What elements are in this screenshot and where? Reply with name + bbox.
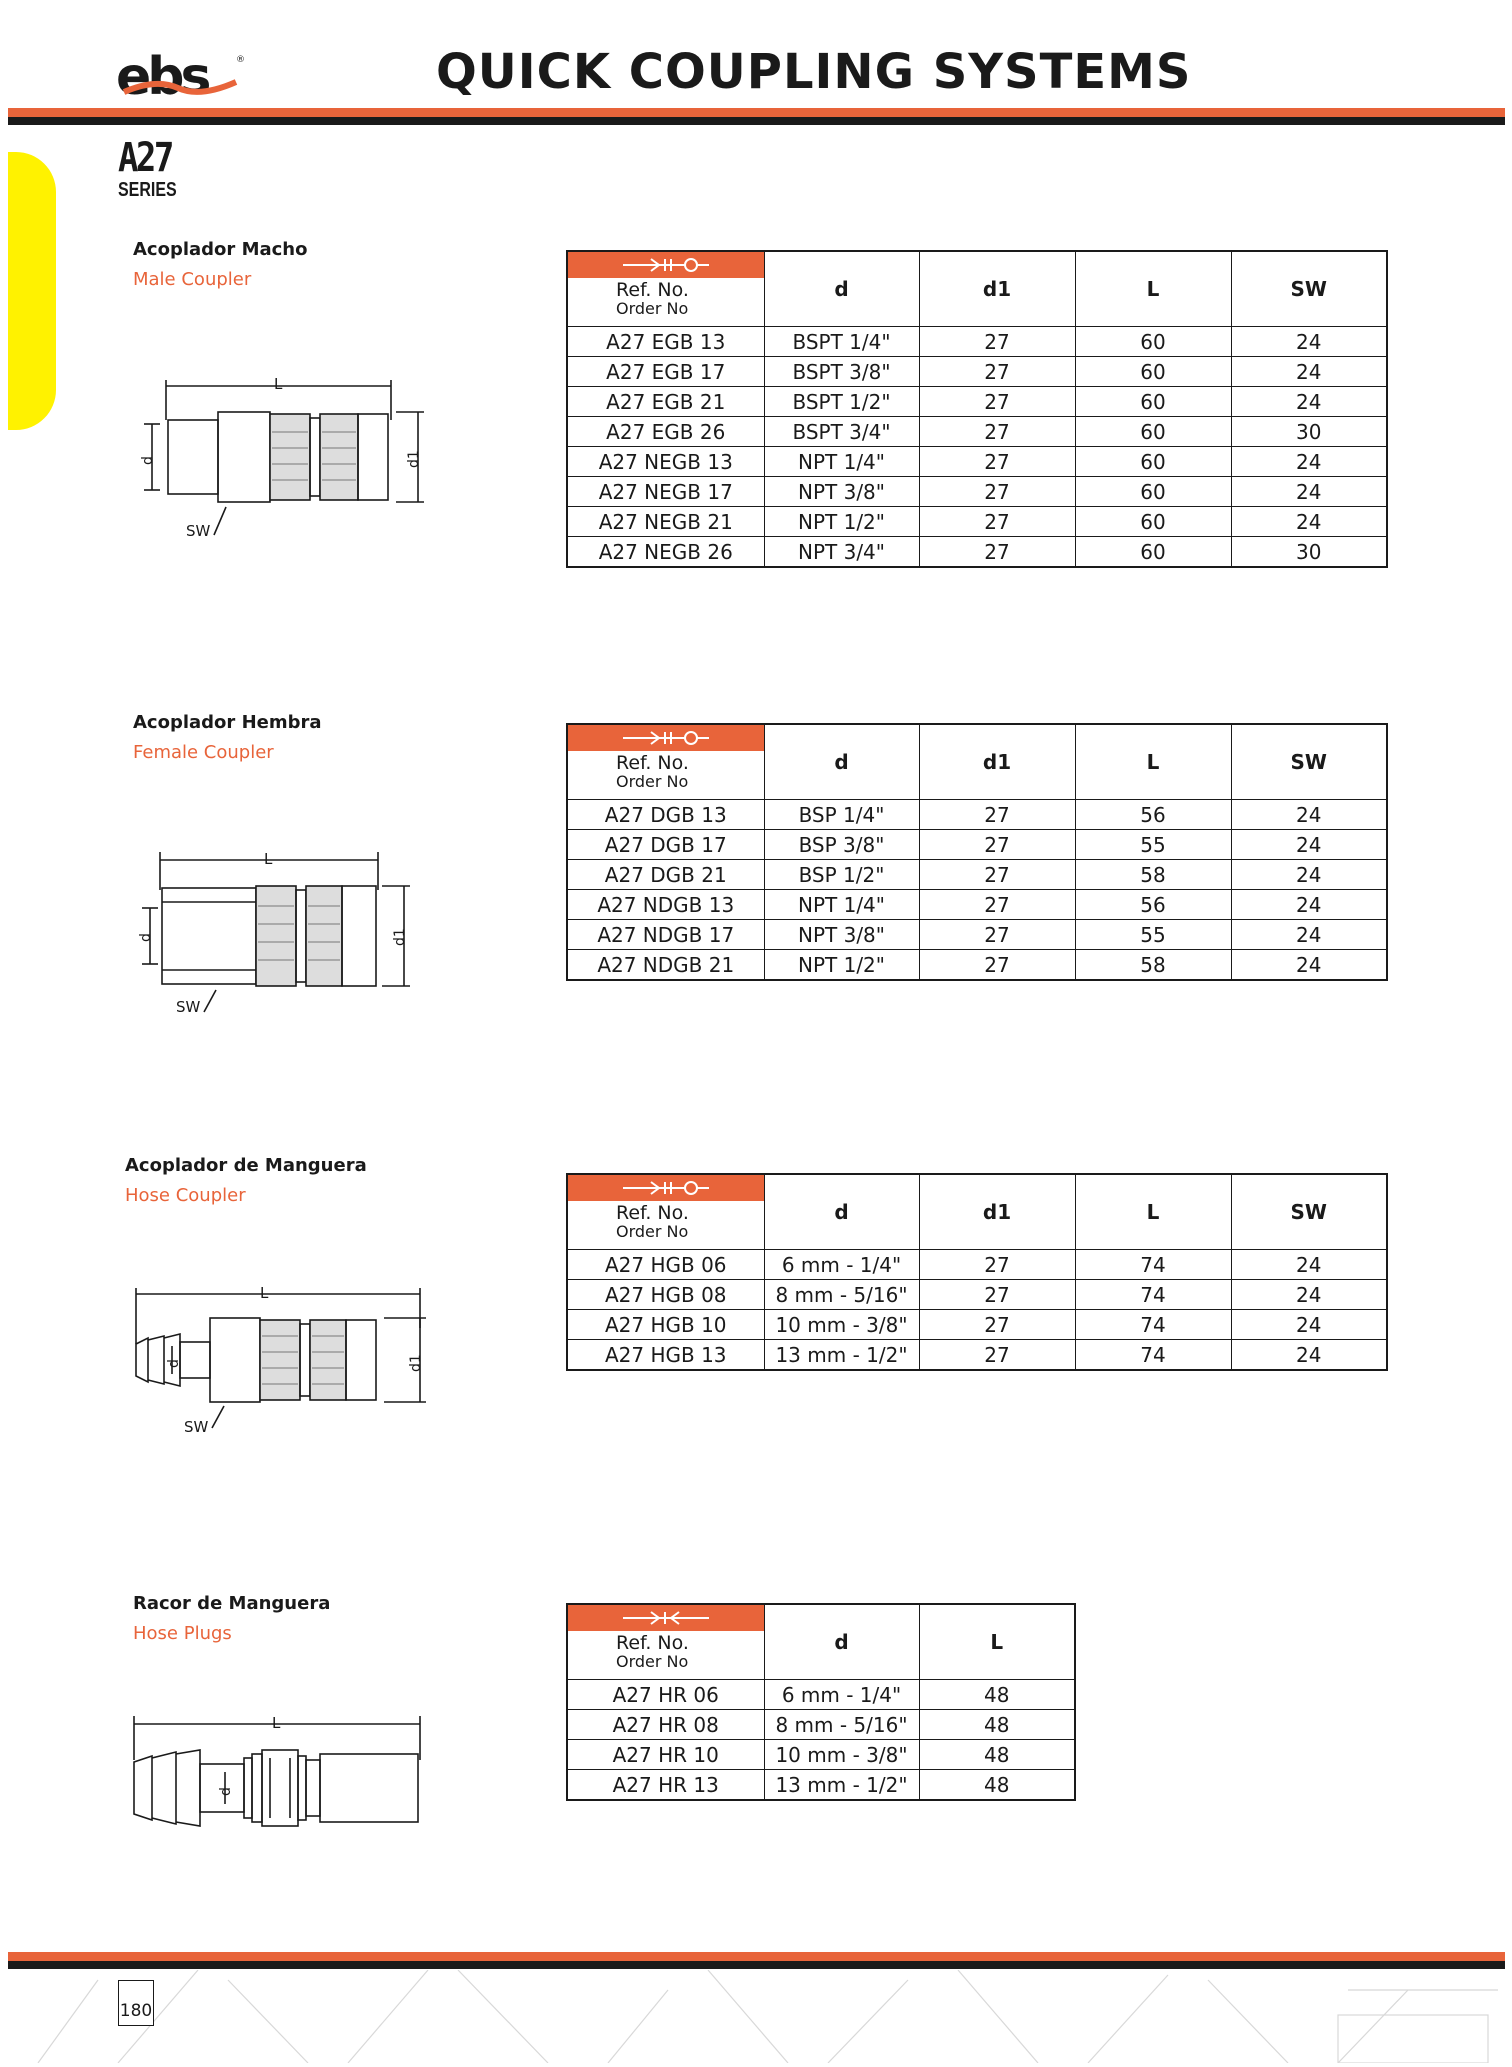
- table-row: [567, 1340, 1387, 1371]
- value-cell: NPT 1/4": [764, 447, 919, 477]
- svg-text:SW: SW: [176, 998, 201, 1016]
- value-cell: 27: [919, 830, 1075, 860]
- coupling-symbol-icon: [568, 1175, 764, 1201]
- table-row: [567, 417, 1387, 447]
- table-row: [567, 537, 1387, 568]
- coupling-symbol-icon: [568, 1605, 764, 1631]
- ref-no-cell: A27 DGB 21: [567, 860, 764, 890]
- value-cell: 60: [1075, 447, 1231, 477]
- value-cell: 74: [1075, 1340, 1231, 1371]
- column-header: d1: [919, 724, 1075, 800]
- ref-header: Ref. No. Order No: [567, 724, 764, 800]
- column-header: d: [764, 1604, 919, 1680]
- value-cell: 27: [919, 1310, 1075, 1340]
- ref-no-cell: A27 EGB 17: [567, 357, 764, 387]
- female-coupler-drawing: [138, 842, 428, 1016]
- value-cell: 60: [1075, 417, 1231, 447]
- table-body: [567, 1250, 1387, 1371]
- column-header: L: [1075, 1174, 1231, 1250]
- value-cell: 24: [1231, 830, 1387, 860]
- section-subtitle-hose-plugs: Hose Plugs: [133, 1623, 232, 1644]
- value-cell: 27: [919, 477, 1075, 507]
- ref-no-cell: A27 HGB 06: [567, 1250, 764, 1280]
- value-cell: 27: [919, 1280, 1075, 1310]
- value-cell: 58: [1075, 950, 1231, 981]
- value-cell: 27: [919, 417, 1075, 447]
- ebs-logo: [116, 48, 246, 108]
- ref-header: Ref. No. Order No: [567, 1604, 764, 1680]
- ref-no-cell: A27 NEGB 13: [567, 447, 764, 477]
- value-cell: 24: [1231, 1340, 1387, 1371]
- svg-text:L: L: [272, 1714, 281, 1732]
- series-label: [118, 135, 191, 201]
- ref-no-cell: A27 NDGB 13: [567, 890, 764, 920]
- ref-no-cell: A27 NEGB 21: [567, 507, 764, 537]
- column-header: d1: [919, 1174, 1075, 1250]
- value-cell: 6 mm - 1/4": [764, 1250, 919, 1280]
- value-cell: 58: [1075, 860, 1231, 890]
- footer-decoration: [8, 1970, 1505, 2063]
- value-cell: BSP 1/4": [764, 800, 919, 830]
- svg-text:d: d: [166, 1359, 182, 1368]
- value-cell: 30: [1231, 417, 1387, 447]
- page-title: QUICK COUPLING SYSTEMS: [436, 44, 1192, 100]
- table-row: [567, 1740, 1075, 1770]
- column-header: d: [764, 1174, 919, 1250]
- value-cell: 56: [1075, 890, 1231, 920]
- value-cell: BSP 3/8": [764, 830, 919, 860]
- value-cell: NPT 3/8": [764, 477, 919, 507]
- value-cell: 10 mm - 3/8": [764, 1740, 919, 1770]
- hose-coupler-drawing: [128, 1282, 438, 1444]
- series-code: A27: [118, 135, 172, 181]
- svg-text:d: d: [138, 933, 154, 942]
- section-tab-marker: [8, 152, 56, 430]
- svg-text:®: ®: [236, 55, 245, 65]
- ref-no-cell: A27 DGB 13: [567, 800, 764, 830]
- value-cell: 27: [919, 860, 1075, 890]
- section-title-hose-plugs: Racor de Manguera: [133, 1593, 331, 1614]
- logo-text: ebs: [116, 48, 208, 107]
- value-cell: 27: [919, 507, 1075, 537]
- column-header: d1: [919, 251, 1075, 327]
- value-cell: 24: [1231, 387, 1387, 417]
- table-row: [567, 1280, 1387, 1310]
- hose-coupler-table: [566, 1173, 1388, 1371]
- value-cell: 48: [919, 1770, 1075, 1801]
- value-cell: 27: [919, 327, 1075, 357]
- ref-no-cell: A27 HGB 08: [567, 1280, 764, 1310]
- table-row: [567, 357, 1387, 387]
- value-cell: 27: [919, 890, 1075, 920]
- ref-no-cell: A27 DGB 17: [567, 830, 764, 860]
- svg-text:SW: SW: [186, 522, 211, 540]
- value-cell: 24: [1231, 1280, 1387, 1310]
- header-rule: [8, 108, 1505, 126]
- value-cell: 55: [1075, 920, 1231, 950]
- value-cell: 8 mm - 5/16": [764, 1710, 919, 1740]
- value-cell: 48: [919, 1710, 1075, 1740]
- value-cell: 13 mm - 1/2": [764, 1770, 919, 1801]
- svg-text:L: L: [264, 850, 273, 868]
- ref-header: Ref. No. Order No: [567, 251, 764, 327]
- table-header-row: [567, 1604, 1075, 1680]
- female-coupler-table: [566, 723, 1388, 981]
- table-row: [567, 447, 1387, 477]
- value-cell: BSPT 1/2": [764, 387, 919, 417]
- value-cell: 60: [1075, 477, 1231, 507]
- series-word: SERIES: [118, 179, 177, 201]
- column-header: SW: [1231, 1174, 1387, 1250]
- table-body: [567, 327, 1387, 568]
- value-cell: 24: [1231, 477, 1387, 507]
- value-cell: 55: [1075, 830, 1231, 860]
- value-cell: 27: [919, 447, 1075, 477]
- table-body: [567, 800, 1387, 981]
- value-cell: 56: [1075, 800, 1231, 830]
- value-cell: 27: [919, 357, 1075, 387]
- table-header-row: [567, 251, 1387, 327]
- column-header: d: [764, 724, 919, 800]
- value-cell: 24: [1231, 357, 1387, 387]
- table-row: [567, 920, 1387, 950]
- column-header: SW: [1231, 724, 1387, 800]
- value-cell: 48: [919, 1740, 1075, 1770]
- column-header: L: [1075, 724, 1231, 800]
- table-row: [567, 327, 1387, 357]
- male-coupler-table: [566, 250, 1388, 568]
- value-cell: 74: [1075, 1310, 1231, 1340]
- section-title-hose-coupler: Acoplador de Manguera: [125, 1155, 367, 1176]
- ref-no-cell: A27 NEGB 17: [567, 477, 764, 507]
- svg-text:d: d: [140, 456, 156, 465]
- section-subtitle-female: Female Coupler: [133, 742, 274, 763]
- ref-no-cell: A27 HR 06: [567, 1680, 764, 1710]
- svg-text:L: L: [260, 1284, 269, 1302]
- ref-no-cell: A27 HR 13: [567, 1770, 764, 1801]
- value-cell: 8 mm - 5/16": [764, 1280, 919, 1310]
- value-cell: 24: [1231, 860, 1387, 890]
- value-cell: BSPT 3/4": [764, 417, 919, 447]
- coupling-symbol-icon: [568, 252, 764, 278]
- value-cell: 24: [1231, 920, 1387, 950]
- table-row: [567, 890, 1387, 920]
- value-cell: 30: [1231, 537, 1387, 568]
- value-cell: 27: [919, 1340, 1075, 1371]
- table-header-row: [567, 1174, 1387, 1250]
- ref-no-cell: A27 NDGB 17: [567, 920, 764, 950]
- ref-no-cell: A27 HR 08: [567, 1710, 764, 1740]
- svg-text:d1: d1: [408, 1354, 424, 1372]
- value-cell: 13 mm - 1/2": [764, 1340, 919, 1371]
- svg-text:d: d: [218, 1787, 234, 1796]
- value-cell: 27: [919, 920, 1075, 950]
- value-cell: BSPT 3/8": [764, 357, 919, 387]
- value-cell: 27: [919, 1250, 1075, 1280]
- value-cell: 24: [1231, 327, 1387, 357]
- value-cell: 60: [1075, 357, 1231, 387]
- section-subtitle-hose-coupler: Hose Coupler: [125, 1185, 246, 1206]
- svg-text:d1: d1: [406, 450, 422, 468]
- svg-text:L: L: [274, 375, 283, 393]
- value-cell: BSP 1/2": [764, 860, 919, 890]
- value-cell: 74: [1075, 1280, 1231, 1310]
- value-cell: 60: [1075, 537, 1231, 568]
- table-row: [567, 830, 1387, 860]
- value-cell: 24: [1231, 447, 1387, 477]
- column-header: L: [919, 1604, 1075, 1680]
- page-number: 180: [118, 1980, 154, 2026]
- value-cell: 24: [1231, 800, 1387, 830]
- table-row: [567, 1250, 1387, 1280]
- value-cell: 27: [919, 950, 1075, 981]
- table-row: [567, 1770, 1075, 1801]
- table-row: [567, 507, 1387, 537]
- value-cell: NPT 1/4": [764, 890, 919, 920]
- column-header: d: [764, 251, 919, 327]
- value-cell: 24: [1231, 950, 1387, 981]
- value-cell: NPT 3/4": [764, 537, 919, 568]
- male-coupler-drawing: [138, 372, 438, 542]
- ref-header: Ref. No. Order No: [567, 1174, 764, 1250]
- value-cell: 24: [1231, 1250, 1387, 1280]
- table-body: [567, 1680, 1075, 1801]
- value-cell: 24: [1231, 507, 1387, 537]
- table-row: [567, 950, 1387, 981]
- value-cell: 60: [1075, 327, 1231, 357]
- value-cell: 27: [919, 800, 1075, 830]
- table-row: [567, 800, 1387, 830]
- hose-plug-table: [566, 1603, 1076, 1801]
- hose-plug-drawing: [130, 1710, 430, 1840]
- value-cell: NPT 1/2": [764, 507, 919, 537]
- ref-no-cell: A27 EGB 26: [567, 417, 764, 447]
- value-cell: 60: [1075, 507, 1231, 537]
- value-cell: 27: [919, 537, 1075, 568]
- section-title-female: Acoplador Hembra: [133, 712, 322, 733]
- value-cell: 10 mm - 3/8": [764, 1310, 919, 1340]
- ref-no-cell: A27 EGB 21: [567, 387, 764, 417]
- table-row: [567, 477, 1387, 507]
- value-cell: 74: [1075, 1250, 1231, 1280]
- column-header: L: [1075, 251, 1231, 327]
- ref-no-cell: A27 HR 10: [567, 1740, 764, 1770]
- section-subtitle-male: Male Coupler: [133, 269, 252, 290]
- table-row: [567, 860, 1387, 890]
- ref-no-cell: A27 EGB 13: [567, 327, 764, 357]
- footer-rule: [8, 1952, 1505, 1970]
- column-header: SW: [1231, 251, 1387, 327]
- value-cell: 24: [1231, 1310, 1387, 1340]
- value-cell: 6 mm - 1/4": [764, 1680, 919, 1710]
- ref-no-cell: A27 NDGB 21: [567, 950, 764, 981]
- ref-no-cell: A27 HGB 13: [567, 1340, 764, 1371]
- value-cell: 27: [919, 387, 1075, 417]
- table-row: [567, 387, 1387, 417]
- ref-no-cell: A27 NEGB 26: [567, 537, 764, 568]
- value-cell: NPT 3/8": [764, 920, 919, 950]
- coupling-symbol-icon: [568, 725, 764, 751]
- ref-no-cell: A27 HGB 10: [567, 1310, 764, 1340]
- table-row: [567, 1310, 1387, 1340]
- table-row: [567, 1710, 1075, 1740]
- table-row: [567, 1680, 1075, 1710]
- table-header-row: [567, 724, 1387, 800]
- value-cell: BSPT 1/4": [764, 327, 919, 357]
- value-cell: 24: [1231, 890, 1387, 920]
- svg-text:d1: d1: [392, 928, 408, 946]
- section-title-male: Acoplador Macho: [133, 239, 308, 260]
- value-cell: 60: [1075, 387, 1231, 417]
- value-cell: NPT 1/2": [764, 950, 919, 981]
- value-cell: 48: [919, 1680, 1075, 1710]
- svg-text:SW: SW: [184, 1418, 209, 1436]
